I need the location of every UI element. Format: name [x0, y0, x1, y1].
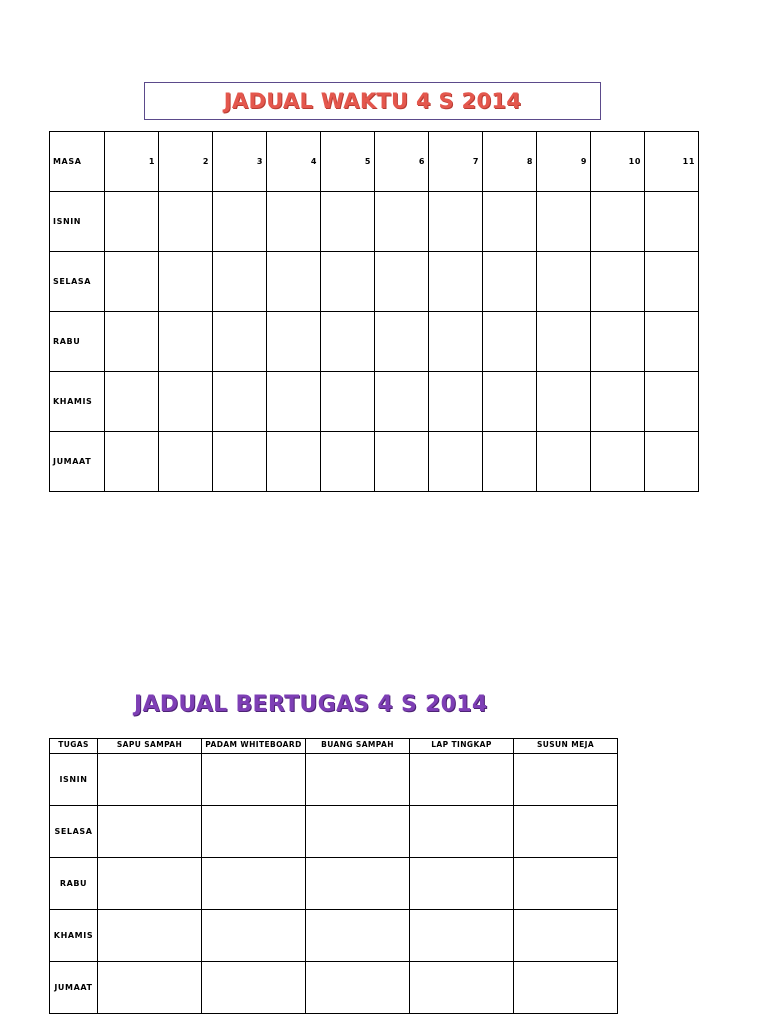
duty-cell: [98, 754, 202, 806]
duty-cell: [410, 910, 514, 962]
timetable-cell: [429, 432, 483, 492]
timetable-cell: [645, 372, 699, 432]
duty-cell: [514, 910, 618, 962]
timetable-cell: [105, 372, 159, 432]
duty-cell: [202, 806, 306, 858]
day-label: SELASA: [50, 252, 105, 312]
duty-cell: [410, 858, 514, 910]
period-header: 5: [321, 132, 375, 192]
duty-cell: [514, 858, 618, 910]
timetable-cell: [483, 192, 537, 252]
timetable-title: JADUAL WAKTU 4 S 2014: [223, 89, 522, 113]
timetable: [49, 131, 699, 492]
timetable-cell: [591, 252, 645, 312]
timetable-row-rabu: [50, 312, 699, 372]
timetable-cell: [375, 372, 429, 432]
duty-cell: [514, 806, 618, 858]
timetable-cell: [105, 432, 159, 492]
duty-cell: [98, 806, 202, 858]
day-label: JUMAAT: [50, 432, 105, 492]
timetable-cell: [591, 372, 645, 432]
duty-corner-label: TUGAS: [50, 739, 98, 754]
timetable-cell: [537, 192, 591, 252]
task-header: PADAM WHITEBOARD: [202, 739, 306, 754]
timetable-cell: [321, 372, 375, 432]
timetable-cell: [645, 192, 699, 252]
timetable-cell: [645, 252, 699, 312]
timetable-cell: [429, 372, 483, 432]
day-label: JUMAAT: [50, 962, 98, 1014]
timetable-cell: [375, 252, 429, 312]
timetable-cell: [591, 312, 645, 372]
timetable-cell: [213, 252, 267, 312]
timetable-cell: [429, 312, 483, 372]
timetable-cell: [591, 432, 645, 492]
timetable-cell: [159, 192, 213, 252]
timetable-cell: [213, 432, 267, 492]
duty-cell: [306, 910, 410, 962]
timetable-title-box: [144, 82, 601, 120]
timetable-corner-label: MASA: [50, 132, 105, 192]
duty-row-khamis: [50, 910, 618, 962]
timetable-row-jumaat: [50, 432, 699, 492]
task-header: SAPU SAMPAH: [98, 739, 202, 754]
timetable-cell: [159, 252, 213, 312]
timetable-row-khamis: [50, 372, 699, 432]
day-label: RABU: [50, 312, 105, 372]
timetable-cell: [159, 312, 213, 372]
timetable-cell: [321, 312, 375, 372]
day-label: RABU: [50, 858, 98, 910]
duty-cell: [514, 754, 618, 806]
duty-title-wrap: [134, 686, 487, 722]
duty-cell: [202, 910, 306, 962]
period-header: 8: [483, 132, 537, 192]
timetable-cell: [321, 252, 375, 312]
timetable-cell: [267, 192, 321, 252]
timetable-cell: [645, 312, 699, 372]
duty-cell: [410, 754, 514, 806]
duty-cell: [98, 858, 202, 910]
duty-cell: [98, 910, 202, 962]
timetable-cell: [267, 432, 321, 492]
timetable-header-row: [50, 132, 699, 192]
duty-cell: [514, 962, 618, 1014]
period-header: 4: [267, 132, 321, 192]
period-header: 7: [429, 132, 483, 192]
duty-row-selasa: [50, 806, 618, 858]
task-header: LAP TINGKAP: [410, 739, 514, 754]
duty-cell: [202, 754, 306, 806]
timetable-row-selasa: [50, 252, 699, 312]
duty-cell: [306, 962, 410, 1014]
timetable-cell: [321, 192, 375, 252]
timetable-cell: [591, 192, 645, 252]
duty-cell: [202, 858, 306, 910]
timetable-cell: [105, 312, 159, 372]
duty-cell: [202, 962, 306, 1014]
timetable-cell: [483, 432, 537, 492]
timetable-cell: [105, 192, 159, 252]
period-header: 11: [645, 132, 699, 192]
duty-cell: [98, 962, 202, 1014]
day-label: ISNIN: [50, 192, 105, 252]
timetable-cell: [375, 432, 429, 492]
timetable-cell: [429, 192, 483, 252]
timetable-row-isnin: [50, 192, 699, 252]
duty-cell: [410, 962, 514, 1014]
duty-roster: [49, 738, 618, 1014]
duty-row-rabu: [50, 858, 618, 910]
period-header: 1: [105, 132, 159, 192]
timetable-cell: [483, 252, 537, 312]
timetable-cell: [537, 372, 591, 432]
timetable-cell: [321, 432, 375, 492]
timetable-cell: [537, 432, 591, 492]
timetable-cell: [213, 312, 267, 372]
task-header: BUANG SAMPAH: [306, 739, 410, 754]
duty-cell: [306, 806, 410, 858]
day-label: SELASA: [50, 806, 98, 858]
duty-cell: [306, 754, 410, 806]
timetable-cell: [267, 252, 321, 312]
period-header: 3: [213, 132, 267, 192]
timetable-cell: [267, 312, 321, 372]
period-header: 6: [375, 132, 429, 192]
timetable-cell: [213, 192, 267, 252]
period-header: 10: [591, 132, 645, 192]
period-header: 2: [159, 132, 213, 192]
timetable-cell: [537, 252, 591, 312]
day-label: ISNIN: [50, 754, 98, 806]
day-label: KHAMIS: [50, 372, 105, 432]
task-header: SUSUN MEJA: [514, 739, 618, 754]
timetable-cell: [537, 312, 591, 372]
timetable-cell: [645, 432, 699, 492]
timetable-cell: [159, 372, 213, 432]
timetable-cell: [105, 252, 159, 312]
timetable-cell: [267, 372, 321, 432]
day-label: KHAMIS: [50, 910, 98, 962]
timetable-cell: [483, 312, 537, 372]
timetable-cell: [429, 252, 483, 312]
duty-row-isnin: [50, 754, 618, 806]
duty-cell: [410, 806, 514, 858]
timetable-cell: [375, 312, 429, 372]
timetable-cell: [483, 372, 537, 432]
timetable-cell: [375, 192, 429, 252]
duty-cell: [306, 858, 410, 910]
duty-title: JADUAL BERTUGAS 4 S 2014: [134, 691, 488, 717]
timetable-cell: [159, 432, 213, 492]
period-header: 9: [537, 132, 591, 192]
duty-row-jumaat: [50, 962, 618, 1014]
duty-header-row: [50, 739, 618, 754]
timetable-cell: [213, 372, 267, 432]
